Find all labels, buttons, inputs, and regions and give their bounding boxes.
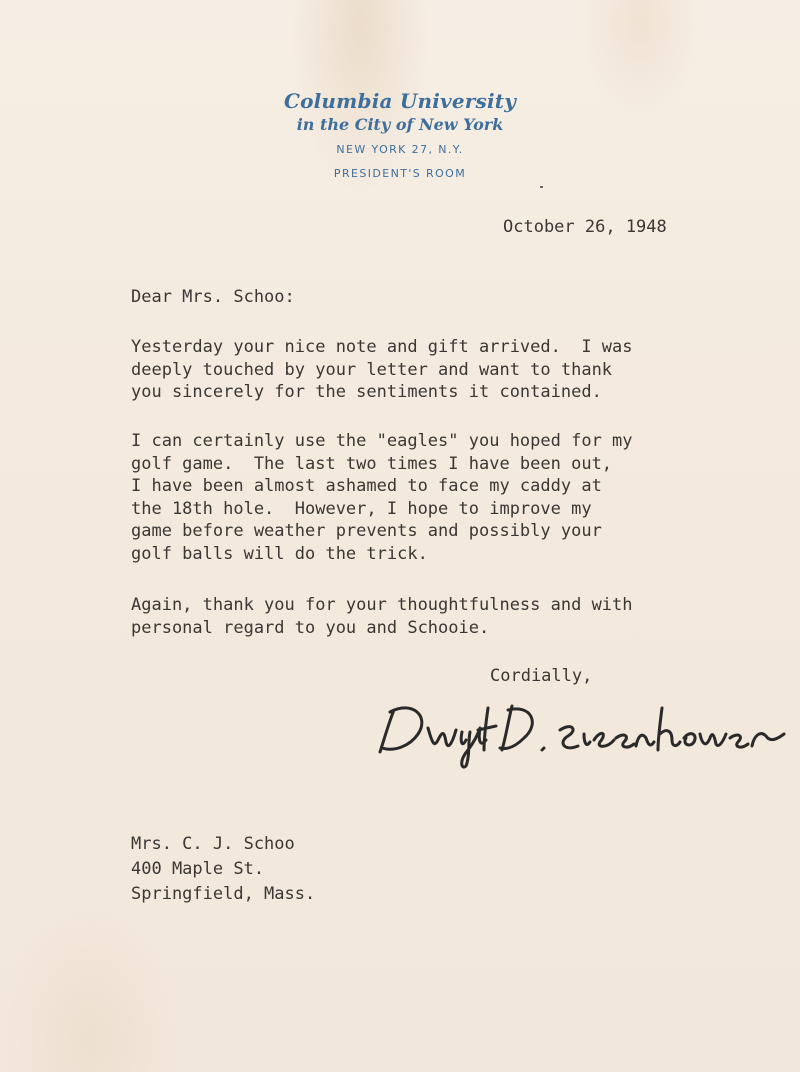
letterhead-office: PRESIDENT'S ROOM — [333, 167, 467, 180]
letterhead-address: NEW YORK 27, N.Y. — [336, 143, 464, 156]
recipient-name: Mrs. C. J. Schoo — [131, 834, 295, 854]
paragraph-3: Again, thank you for your thoughtfulness and with personal regard to you and Schooie. — [131, 595, 633, 638]
letter-date: October 26, 1948 — [503, 217, 667, 237]
recipient-address — [131, 832, 315, 907]
recipient-street: 400 Maple St. — [131, 859, 265, 879]
letterhead-university-name: Columbia University — [283, 89, 517, 113]
salutation: Dear Mrs. Schoo: — [131, 287, 295, 307]
closing: Cordially, — [490, 666, 593, 686]
paper-speck — [540, 186, 543, 188]
paragraph-1: Yesterday your nice note and gift arrived. I was deeply touched by your letter and want to thank you sincerely for the sentiments it contained. — [131, 337, 633, 403]
recipient-city: Springfield, Mass. — [131, 884, 316, 904]
handwritten-signature — [372, 690, 792, 770]
paragraph-2: I can certainly use the "eagles" you hoped for my golf game. The last two times I have been out, I have been almost ashamed to face my caddy at the 18th hole. However, I hope to improve my game before weather prevents and possibly your golf balls will do the trick. — [131, 431, 633, 564]
letterhead-city-line: in the City of New York — [296, 115, 504, 134]
letterhead — [240, 88, 560, 181]
